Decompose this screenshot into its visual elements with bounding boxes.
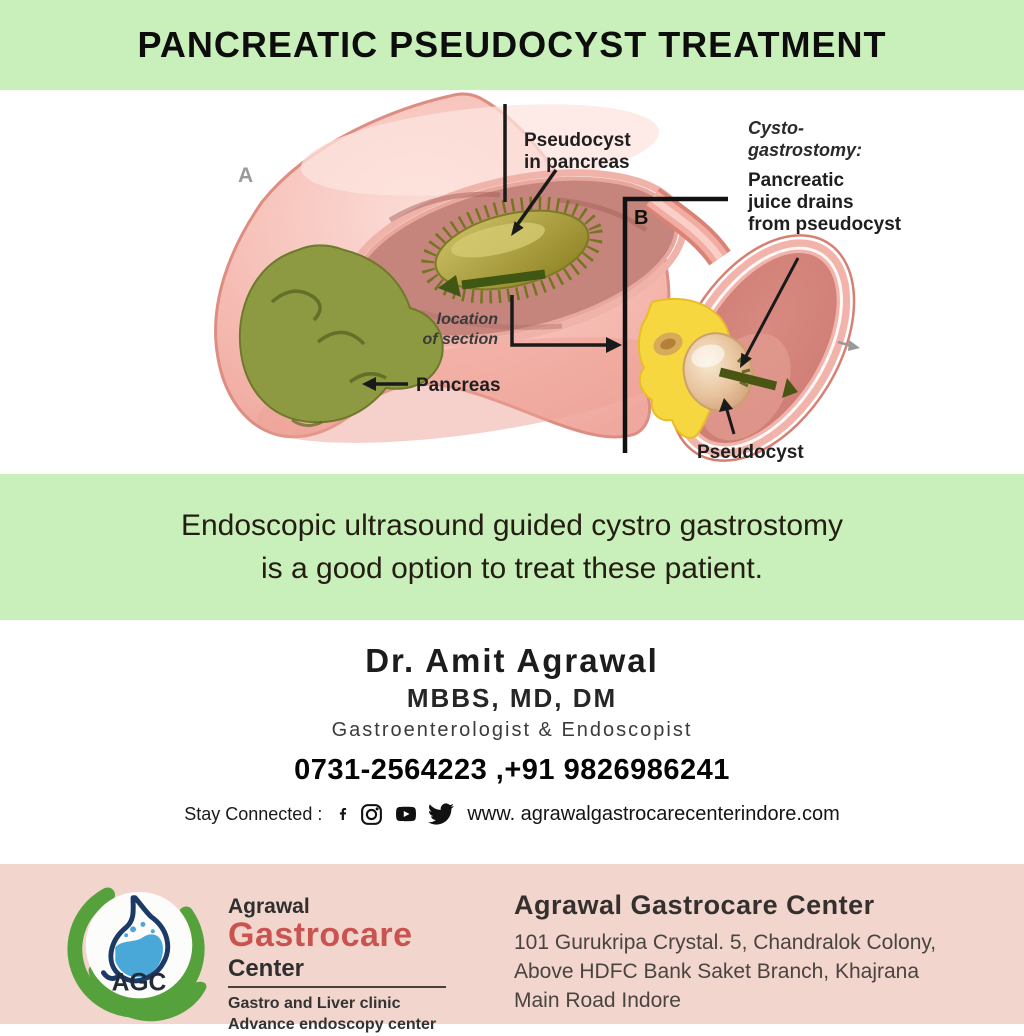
logo-bubble <box>151 929 155 933</box>
logo-monogram: AGC <box>111 969 167 997</box>
clinic-info <box>514 878 984 1024</box>
panel-a-letter: A <box>238 164 254 187</box>
logo-gastrocare: Gastrocare <box>228 916 413 955</box>
facebook-icon[interactable] <box>335 801 351 827</box>
doctor-info <box>0 620 1024 864</box>
doctor-name: Dr. Amit Agrawal <box>365 642 659 679</box>
agc-logo <box>62 878 214 1026</box>
page-title: PANCREATIC PSEUDOCYST TREATMENT <box>137 24 887 65</box>
twitter-icon[interactable] <box>428 801 454 827</box>
logo-bubble <box>124 933 128 937</box>
logo-agrawal: Agrawal <box>228 895 310 918</box>
phone-numbers: 0731-2564223 ,+91 9826986241 <box>294 754 730 786</box>
stay-connected-row <box>0 801 1024 827</box>
pseudocyst-diagram <box>0 90 1024 474</box>
panel-a <box>216 89 701 463</box>
label-location-line1: location <box>436 311 498 328</box>
logo-center: Center <box>228 954 305 982</box>
label-juice-line2: juice drains <box>748 192 854 213</box>
label-juice-line3: from pseudocyst <box>748 214 902 235</box>
stay-connected-label: Stay Connected : <box>184 803 323 824</box>
label-cysto-line2: gastrostomy: <box>748 140 863 160</box>
youtube-icon[interactable] <box>392 802 420 826</box>
panel-b-letter: B <box>634 207 649 229</box>
label-pseudocyst-b: Pseudocyst <box>697 442 804 463</box>
medical-illustration <box>0 90 1024 474</box>
logo-subline1: Gastro and Liver clinic <box>228 994 401 1012</box>
instagram-icon[interactable] <box>359 802 384 827</box>
logo-divider <box>228 986 446 988</box>
title-banner <box>0 0 1024 90</box>
logo-wordmark <box>228 878 446 1033</box>
address-line1: 101 Gurukripa Crystal. 5, Chandralok Colony, <box>514 931 937 954</box>
address-line2: Above HDFC Bank Saket Branch, Khajrana <box>514 959 920 983</box>
clinic-name: Agrawal Gastrocare Center <box>514 890 875 920</box>
label-location-line2: of section <box>422 331 498 348</box>
logo-bubble <box>140 922 145 927</box>
logo-subline2: Advance endoscopy center <box>228 1015 437 1033</box>
label-pseudocyst-line2: in pancreas <box>524 152 630 173</box>
label-pseudocyst-line1: Pseudocyst <box>524 130 631 151</box>
doctor-degrees: MBBS, MD, DM <box>406 683 618 713</box>
label-juice-line1: Pancreatic <box>748 170 845 191</box>
clinic-logo-group <box>62 878 446 1033</box>
social-icons <box>335 801 454 827</box>
panel-b <box>625 118 902 493</box>
message-banner <box>0 474 1024 620</box>
website-url[interactable]: www. agrawalgastrocarecenterindore.com <box>467 802 840 825</box>
label-pancreas: Pancreas <box>416 375 501 396</box>
logo-bubble <box>130 926 136 932</box>
doctor-speciality: Gastroenterologist & Endoscopist <box>331 719 693 741</box>
address-line3: Main Road Indore <box>514 988 681 1012</box>
message-line1: Endoscopic ultrasound guided cystro gastrostomy <box>180 508 844 542</box>
small-gray-arrow-head <box>848 340 860 351</box>
message-line2: is a good option to treat these patient. <box>260 552 764 585</box>
footer <box>0 864 1024 1033</box>
label-cysto-line1: Cysto- <box>748 118 805 138</box>
